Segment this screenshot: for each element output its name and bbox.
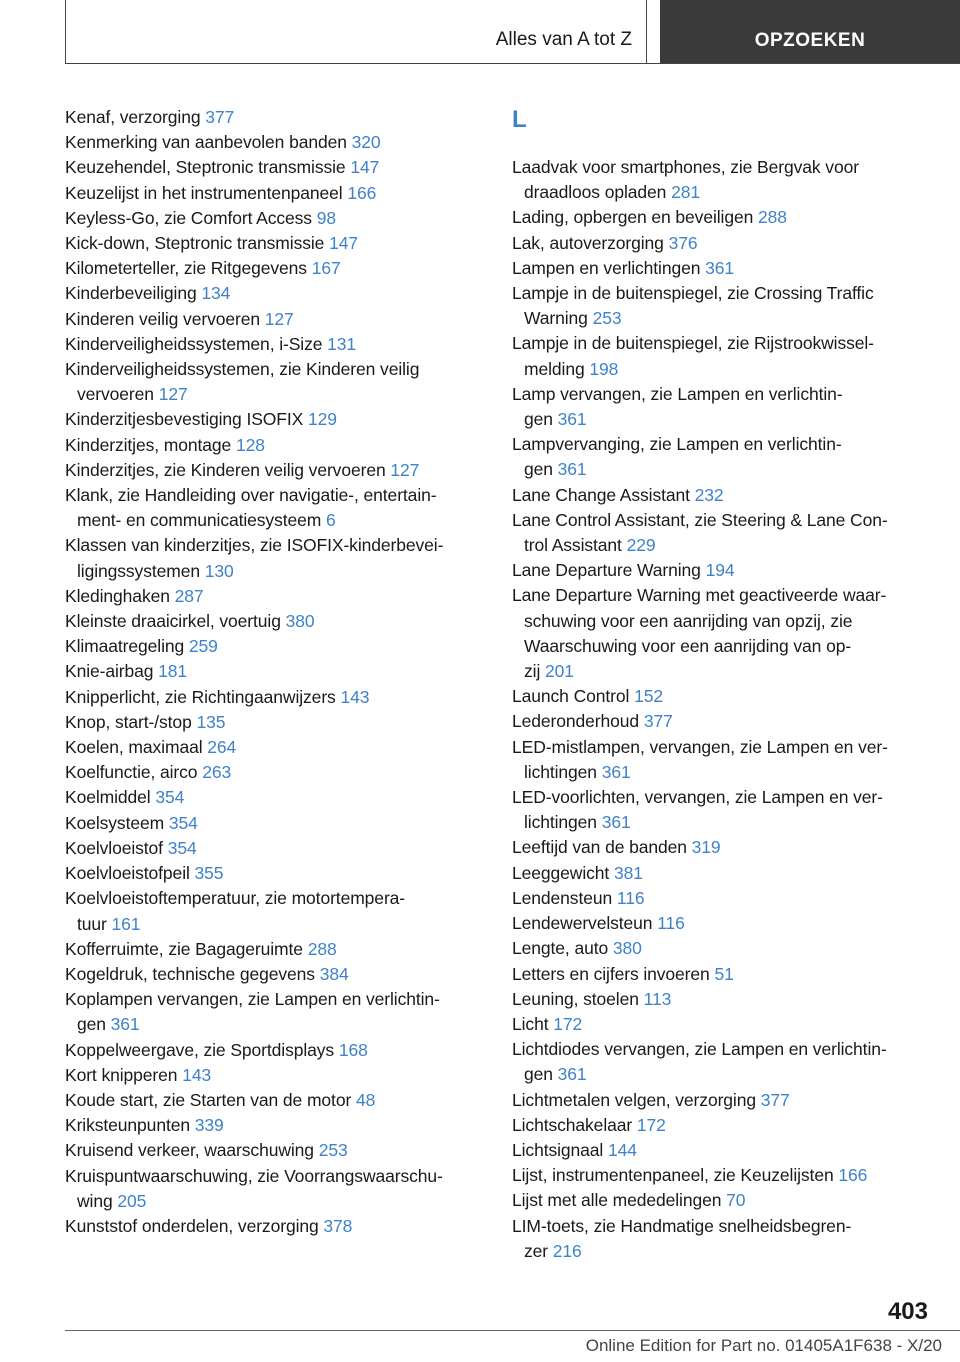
index-entry bbox=[512, 205, 932, 230]
index-entry-term: Lengte, auto bbox=[512, 938, 609, 959]
page-reference-link[interactable]: 127 bbox=[390, 459, 420, 480]
page-reference-link[interactable]: 380 bbox=[612, 938, 642, 959]
index-entry-term: Kruisend verkeer, waarschuwing bbox=[65, 1140, 314, 1161]
index-entry-term: Kilometerteller, zie Ritgegevens bbox=[65, 258, 307, 279]
index-entry-term: ment- en communicatiesysteem bbox=[77, 510, 322, 531]
page-reference-link[interactable]: 253 bbox=[592, 308, 622, 329]
page-reference-link[interactable]: 98 bbox=[316, 207, 336, 228]
index-entry-term: Lak, autoverzorging bbox=[512, 232, 664, 253]
index-entry bbox=[512, 155, 932, 205]
index-entry bbox=[65, 685, 485, 710]
header-divider bbox=[65, 63, 960, 64]
index-entry bbox=[65, 332, 485, 357]
index-entry-term: zij bbox=[524, 661, 541, 682]
page-reference-link[interactable]: 361 bbox=[557, 1064, 587, 1085]
index-entry-term: Lichtschakelaar bbox=[512, 1114, 633, 1135]
index-entry-term: Kruispuntwaarschuwing, zie Voorrangswaarschu- bbox=[65, 1165, 443, 1186]
index-entry bbox=[65, 1113, 485, 1138]
index-entry-term: Kort knipperen bbox=[65, 1064, 178, 1085]
index-entry-term: Kinderveiligheidssystemen, i-Size bbox=[65, 333, 323, 354]
footer-divider bbox=[65, 1330, 960, 1331]
page-reference-link[interactable]: 131 bbox=[327, 333, 357, 354]
page-reference-link[interactable]: 161 bbox=[111, 913, 141, 934]
index-entry bbox=[512, 508, 932, 558]
index-entry bbox=[512, 1088, 932, 1113]
index-entry bbox=[512, 256, 932, 281]
index-entry-term: LED-voorlichten, vervangen, zie Lampen en ver- bbox=[512, 787, 883, 808]
page-reference-link[interactable]: 361 bbox=[705, 257, 735, 278]
page-reference-link[interactable]: 116 bbox=[616, 887, 645, 908]
index-entry bbox=[512, 936, 932, 961]
opzoeken-tab-label: OPZOEKEN bbox=[754, 30, 866, 51]
index-entry bbox=[65, 609, 485, 634]
index-entry bbox=[65, 962, 485, 987]
page-reference-link[interactable]: 288 bbox=[307, 938, 337, 959]
index-entry-term: Lane Departure Warning met geactiveerde waar- bbox=[512, 585, 887, 606]
index-entry-term: Kenmerking van aanbevolen banden bbox=[65, 132, 347, 153]
index-entry-term: lichtingen bbox=[524, 761, 597, 782]
index-entry bbox=[65, 836, 485, 861]
page-reference-link[interactable]: 377 bbox=[760, 1089, 790, 1110]
page-reference-link[interactable]: 144 bbox=[608, 1139, 637, 1160]
page-reference-link[interactable]: 380 bbox=[285, 611, 315, 632]
page-reference-link[interactable]: 381 bbox=[613, 862, 643, 883]
index-entry-term: Knop, start-/stop bbox=[65, 711, 192, 732]
page-reference-link[interactable]: 377 bbox=[205, 107, 235, 127]
index-entry-term: tuur bbox=[77, 913, 107, 934]
page-reference-link[interactable]: 205 bbox=[117, 1190, 147, 1211]
page-reference-link[interactable]: 288 bbox=[758, 207, 787, 228]
index-entry-term: Lendensteun bbox=[512, 887, 613, 908]
index-entry-term: Lijst met alle mededelingen bbox=[512, 1190, 722, 1211]
index-entry bbox=[65, 105, 485, 130]
index-entry-term: Lading, opbergen en beveiligen bbox=[512, 207, 754, 228]
page-reference-link[interactable]: 152 bbox=[634, 686, 663, 707]
index-entry-term: Kriksteunpunten bbox=[65, 1115, 190, 1136]
page-reference-link[interactable]: 354 bbox=[168, 812, 198, 833]
index-entry bbox=[512, 1138, 932, 1163]
page-reference-link[interactable]: 384 bbox=[319, 963, 349, 984]
index-entry bbox=[512, 886, 932, 911]
opzoeken-tab[interactable] bbox=[660, 0, 960, 63]
page-reference-link[interactable]: 135 bbox=[196, 711, 226, 732]
index-entry bbox=[512, 911, 932, 936]
index-entry-term: Lampje in de buitenspiegel, zie Crossing Traffic bbox=[512, 283, 874, 304]
page-reference-link[interactable]: 339 bbox=[194, 1115, 224, 1136]
page-reference-link[interactable]: 70 bbox=[726, 1190, 746, 1211]
index-entry-term: Lijst, instrumentenpaneel, zie Keuzelijsten bbox=[512, 1165, 834, 1186]
page-reference-link[interactable]: 172 bbox=[636, 1114, 666, 1135]
index-entry-term: Koelvloeistofpeil bbox=[65, 863, 190, 884]
index-entry bbox=[65, 785, 485, 810]
index-entry-term: Koppelweergave, zie Sportdisplays bbox=[65, 1039, 335, 1060]
page-reference-link[interactable]: 166 bbox=[838, 1165, 868, 1186]
page-reference-link[interactable]: 253 bbox=[318, 1140, 348, 1161]
index-entry bbox=[65, 937, 485, 962]
index-entry bbox=[65, 483, 485, 533]
page-reference-link[interactable]: 198 bbox=[589, 358, 619, 379]
page-reference-link[interactable]: 6 bbox=[326, 510, 336, 531]
index-column-right bbox=[512, 105, 932, 1264]
index-entry-term: Koelmiddel bbox=[65, 787, 151, 808]
index-entry-term: Kleinste draaicirkel, voertuig bbox=[65, 611, 281, 632]
index-entry-term: Keuzelijst in het instrumentenpaneel bbox=[65, 182, 343, 203]
index-entry-term: gen bbox=[524, 409, 553, 430]
index-entry-term: Lichtdiodes vervangen, zie Lampen en verlichtin- bbox=[512, 1039, 887, 1060]
index-entry-term: Kinderzitjesbevestiging ISOFIX bbox=[65, 409, 304, 430]
page-reference-link[interactable]: 143 bbox=[340, 686, 370, 707]
index-entry-term: Kogeldruk, technische gegevens bbox=[65, 963, 315, 984]
page-reference-link[interactable]: 194 bbox=[705, 560, 735, 581]
page-number: 403 bbox=[887, 1298, 928, 1325]
index-entry-term: Kunststof onderdelen, verzorging bbox=[65, 1215, 319, 1236]
page-reference-link[interactable]: 264 bbox=[207, 737, 237, 758]
index-entry-term: Lederonderhoud bbox=[512, 711, 640, 732]
page-reference-link[interactable]: 147 bbox=[329, 233, 358, 254]
index-entry-term: Knipperlicht, zie Richtingaanwijzers bbox=[65, 686, 336, 707]
index-entry-term: Klimaatregeling bbox=[65, 636, 185, 657]
index-entry bbox=[512, 1012, 932, 1037]
index-entry bbox=[65, 1063, 485, 1088]
index-entry-term: Licht bbox=[512, 1013, 549, 1034]
index-entry bbox=[65, 735, 485, 760]
page-reference-link[interactable]: 130 bbox=[204, 560, 234, 581]
page-reference-link[interactable]: 167 bbox=[311, 258, 341, 279]
index-entry bbox=[65, 1088, 485, 1113]
index-entry-term: Kick-down, Steptronic transmissie bbox=[65, 233, 325, 254]
page-reference-link[interactable]: 287 bbox=[174, 585, 204, 606]
index-entry bbox=[512, 735, 932, 785]
page-reference-link[interactable]: 376 bbox=[668, 232, 698, 253]
index-entry bbox=[65, 433, 485, 458]
index-entry bbox=[512, 331, 932, 381]
index-entry bbox=[512, 231, 932, 256]
index-entry bbox=[512, 785, 932, 835]
page-reference-link[interactable]: 143 bbox=[182, 1064, 212, 1085]
index-entry bbox=[65, 1038, 485, 1063]
index-entry bbox=[512, 483, 932, 508]
index-entry-term: Lampvervanging, zie Lampen en verlichtin- bbox=[512, 434, 842, 455]
page-reference-link[interactable]: 377 bbox=[643, 711, 673, 732]
index-entry-term: Launch Control bbox=[512, 686, 630, 707]
index-entry-term: Waarschuwing voor een aanrijding van op- bbox=[524, 635, 852, 656]
index-entry-term: gen bbox=[524, 1064, 553, 1085]
page-reference-link[interactable]: 116 bbox=[657, 913, 685, 934]
index-entry-term: LIM-toets, zie Handmatige snelheidsbegren- bbox=[512, 1215, 852, 1236]
index-entry-term: ligingssystemen bbox=[77, 560, 200, 581]
index-entry bbox=[512, 1113, 932, 1138]
index-letter-heading: L bbox=[512, 106, 527, 133]
page-reference-link[interactable]: 172 bbox=[553, 1013, 583, 1034]
index-entry bbox=[512, 1037, 932, 1087]
page-reference-link[interactable]: 378 bbox=[323, 1215, 353, 1236]
index-entry-term: Koelsysteem bbox=[65, 812, 165, 833]
index-entry-term: Lane Change Assistant bbox=[512, 484, 690, 505]
index-entry-term: gen bbox=[77, 1014, 106, 1035]
index-entry bbox=[65, 206, 485, 231]
index-entry bbox=[512, 861, 932, 886]
page-reference-link[interactable]: 201 bbox=[545, 661, 574, 682]
index-entry-term: Keuzehendel, Steptronic transmissie bbox=[65, 157, 346, 178]
page-reference-link[interactable]: 259 bbox=[188, 636, 218, 657]
index-entry-term: Kinderzitjes, montage bbox=[65, 434, 232, 455]
section-label: Alles van A tot Z bbox=[495, 29, 632, 50]
page-reference-link[interactable]: 361 bbox=[557, 409, 587, 430]
page-reference-link[interactable]: 355 bbox=[194, 863, 224, 884]
index-entry-term: gen bbox=[524, 459, 553, 480]
index-entry bbox=[65, 861, 485, 886]
page-reference-link[interactable]: 127 bbox=[158, 384, 188, 405]
index-entry bbox=[512, 962, 932, 987]
page-reference-link[interactable]: 361 bbox=[601, 761, 631, 782]
page-reference-link[interactable]: 216 bbox=[552, 1240, 582, 1261]
index-entry-term: Koplampen vervangen, zie Lampen en verlichtin- bbox=[65, 989, 440, 1010]
index-entry bbox=[512, 281, 932, 331]
index-entry bbox=[65, 1214, 485, 1239]
page-reference-link[interactable]: 134 bbox=[201, 283, 231, 304]
index-entry-term: schuwing voor een aanrijding van opzij, zie bbox=[524, 610, 853, 631]
index-entry-term: Lane Control Assistant, zie Steering & Lane Con- bbox=[512, 509, 888, 530]
index-entry-term: LED-mistlampen, vervangen, zie Lampen en ver- bbox=[512, 736, 888, 757]
index-entry-term: Laadvak voor smartphones, zie Bergvak voor bbox=[512, 157, 859, 177]
index-entry-term: lichtingen bbox=[524, 812, 597, 833]
index-entry bbox=[65, 886, 485, 936]
index-entry bbox=[512, 1188, 932, 1213]
index-entry-term: zer bbox=[524, 1240, 549, 1261]
page-reference-link[interactable]: 361 bbox=[601, 812, 631, 833]
page-reference-link[interactable]: 181 bbox=[158, 661, 188, 682]
page-reference-link[interactable]: 319 bbox=[691, 837, 721, 858]
index-entry-term: Lampje in de buitenspiegel, zie Rijstrookwissel- bbox=[512, 333, 874, 354]
index-entry-term: Lane Departure Warning bbox=[512, 560, 701, 581]
index-entry-term: Leuning, stoelen bbox=[512, 988, 639, 1009]
page-reference-link[interactable]: 113 bbox=[643, 988, 672, 1009]
index-entry-term: Kinderbeveiliging bbox=[65, 283, 197, 304]
index-entry bbox=[65, 307, 485, 332]
page-reference-link[interactable]: 320 bbox=[351, 132, 381, 153]
index-entry bbox=[65, 710, 485, 735]
index-entry-term: Kinderzitjes, zie Kinderen veilig vervoeren bbox=[65, 459, 386, 480]
page-reference-link[interactable]: 51 bbox=[714, 963, 734, 984]
index-entry-term: Leeftijd van de banden bbox=[512, 837, 687, 858]
index-entry-term: Knie-airbag bbox=[65, 661, 154, 682]
index-entry-term: Kenaf, verzorging bbox=[65, 107, 201, 127]
page-reference-link[interactable]: 127 bbox=[264, 308, 294, 329]
page-reference-link[interactable]: 48 bbox=[355, 1089, 376, 1110]
index-entry bbox=[65, 584, 485, 609]
index-entry-term: trol Assistant bbox=[524, 535, 622, 556]
index-entry-term: Koelfunctie, airco bbox=[65, 762, 198, 783]
page-reference-link[interactable]: 147 bbox=[350, 157, 380, 178]
index-entry bbox=[65, 256, 485, 281]
index-entry bbox=[65, 659, 485, 684]
index-entry bbox=[512, 583, 932, 684]
index-entry-term: Kinderveiligheidssystemen, zie Kinderen veilig bbox=[65, 359, 420, 380]
index-entry bbox=[512, 1163, 932, 1188]
page-reference-link[interactable]: 128 bbox=[235, 434, 265, 455]
page-reference-link[interactable]: 354 bbox=[155, 787, 185, 808]
page-reference-link[interactable]: 354 bbox=[167, 837, 197, 858]
index-entry-term: Koelvloeistoftemperatuur, zie motortempera- bbox=[65, 888, 406, 909]
index-entry-term: draadloos opladen bbox=[524, 182, 667, 203]
index-entry-term: Kinderen veilig vervoeren bbox=[65, 308, 260, 329]
page-reference-link[interactable]: 168 bbox=[338, 1039, 368, 1060]
index-entry-term: Warning bbox=[524, 308, 588, 329]
index-entry-term: Koude start, zie Starten van de motor bbox=[65, 1089, 352, 1110]
index-entry bbox=[65, 987, 485, 1037]
index-entry-term: Lichtmetalen velgen, verzorging bbox=[512, 1089, 756, 1110]
index-entry-term: Leeggewicht bbox=[512, 862, 610, 883]
index-entry bbox=[65, 155, 485, 180]
index-entry-term: wing bbox=[77, 1190, 113, 1211]
index-entry bbox=[65, 760, 485, 785]
index-entry bbox=[65, 1164, 485, 1214]
index-entry-term: vervoeren bbox=[77, 384, 154, 405]
index-entry bbox=[512, 684, 932, 709]
section-tab bbox=[65, 0, 647, 63]
index-entry-term: Koelen, maximaal bbox=[65, 737, 203, 758]
index-entry-term: Kofferruimte, zie Bagageruimte bbox=[65, 938, 303, 959]
index-entry bbox=[65, 634, 485, 659]
index-entries-right bbox=[512, 155, 932, 1264]
index-entry bbox=[65, 407, 485, 432]
index-entry bbox=[65, 130, 485, 155]
index-entry bbox=[65, 1138, 485, 1163]
index-entry bbox=[65, 181, 485, 206]
page-reference-link[interactable]: 229 bbox=[626, 535, 656, 556]
index-entry bbox=[65, 281, 485, 306]
index-entry-term: Lampen en verlichtingen bbox=[512, 257, 701, 278]
index-entry-term: Lichtsignaal bbox=[512, 1139, 604, 1160]
index-entry-term: melding bbox=[524, 358, 585, 379]
page-reference-link[interactable]: 263 bbox=[202, 762, 232, 783]
index-column-left bbox=[65, 105, 485, 1239]
footer-edition-text: Online Edition for Part no. 01405A1F638 - X/20 bbox=[585, 1336, 942, 1355]
index-entry bbox=[65, 811, 485, 836]
index-entry-term: Lendewervelsteun bbox=[512, 913, 653, 934]
index-entry bbox=[65, 357, 485, 407]
index-entry-term: Klank, zie Handleiding over navigatie-, entertain- bbox=[65, 485, 437, 506]
index-entry-term: Klassen van kinderzitjes, zie ISOFIX-kinderbevei- bbox=[65, 535, 444, 556]
index-entry-term: Lamp vervangen, zie Lampen en verlichtin- bbox=[512, 383, 843, 404]
index-entry-term: Letters en cijfers invoeren bbox=[512, 963, 710, 984]
page-reference-link[interactable]: 361 bbox=[557, 459, 587, 480]
index-entry bbox=[512, 709, 932, 734]
page-reference-link[interactable]: 166 bbox=[347, 182, 377, 203]
index-entry bbox=[512, 432, 932, 482]
index-entry bbox=[512, 987, 932, 1012]
page-reference-link[interactable]: 129 bbox=[308, 409, 337, 430]
page-reference-link[interactable]: 281 bbox=[671, 182, 700, 203]
index-entry-term: Kledinghaken bbox=[65, 585, 170, 606]
index-entry-term: Keyless-Go, zie Comfort Access bbox=[65, 207, 312, 228]
index-entry bbox=[512, 382, 932, 432]
index-entry bbox=[512, 1214, 932, 1264]
index-entry bbox=[65, 533, 485, 583]
page-reference-link[interactable]: 361 bbox=[110, 1014, 140, 1035]
page-reference-link[interactable]: 232 bbox=[694, 484, 724, 505]
index-entry bbox=[65, 231, 485, 256]
index-entry bbox=[512, 558, 932, 583]
index-entry-term: Koelvloeistof bbox=[65, 837, 163, 858]
index-entry bbox=[65, 458, 485, 483]
index-entry bbox=[512, 835, 932, 860]
